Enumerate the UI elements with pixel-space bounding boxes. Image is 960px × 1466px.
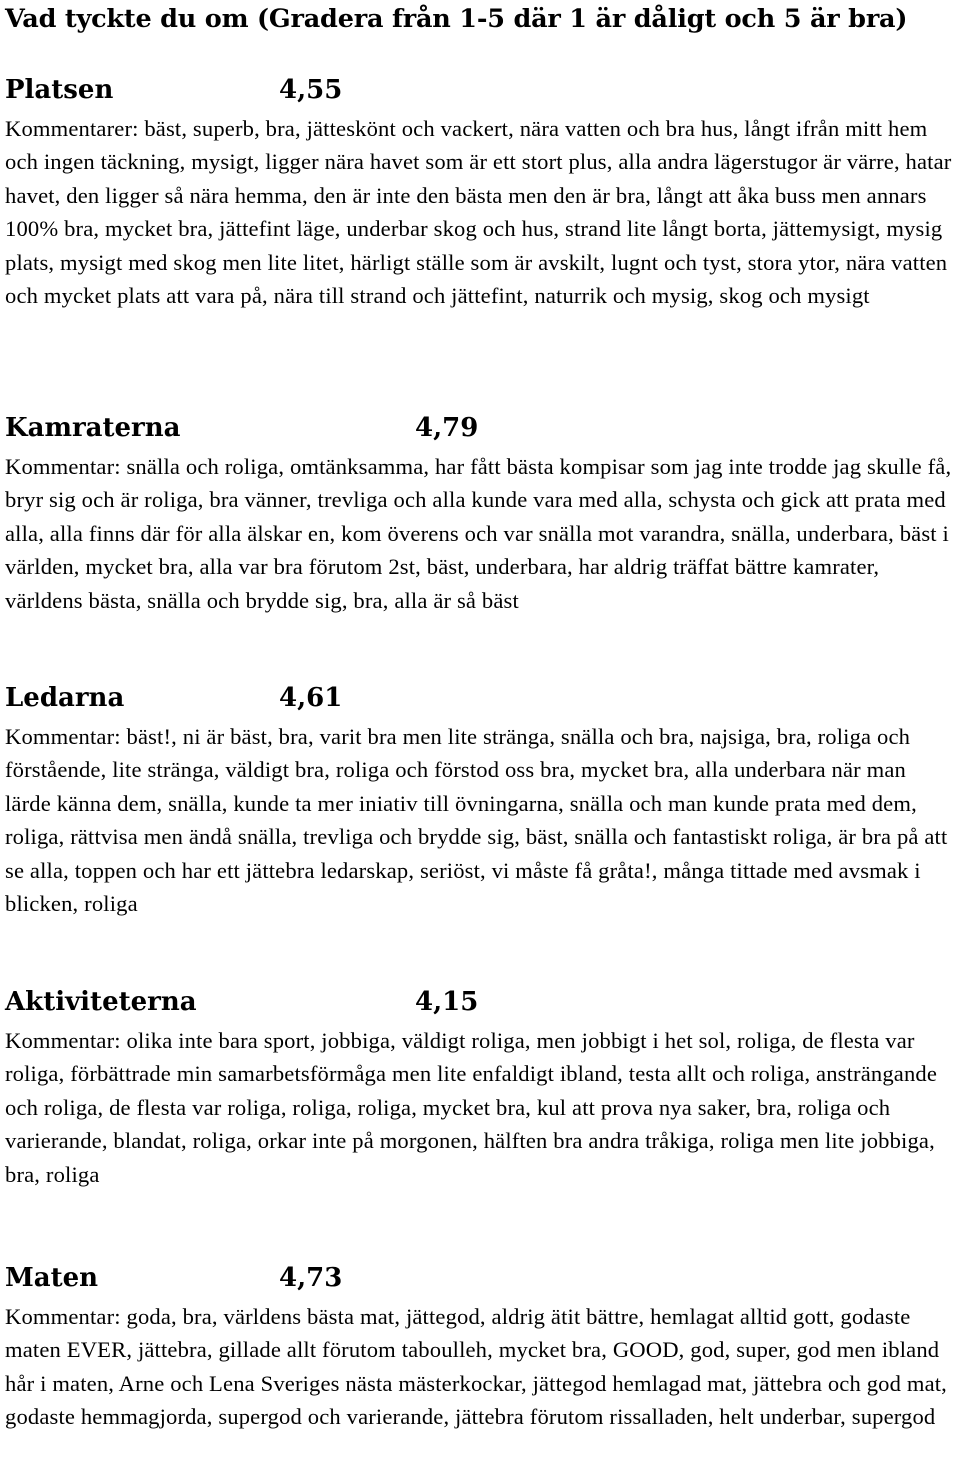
section-comment: Kommentar: bäst!, ni är bäst, bra, varit bra men lite stränga, snälla och bra, najsiga, bra, roliga och förstående, lite stränga, väldigt bra, roliga och förstod oss bra, mycket bra, alla underbara när man lärde känna dem, snälla, kunde ta mer iniativ till övningarna, snälla och man kunde prata med dem, roliga, rättvisa men ändå snälla, trevliga och brydde sig, bäst, snälla och fantastiskt roliga, är bra på att se alla, toppen och har ett jättebra ledarskap, seriöst, vi måste få gråta!, många tittade med avsmak i blicken, roliga bbox=[5, 724, 948, 917]
section-header bbox=[5, 68, 957, 112]
section-score: 4,61 bbox=[279, 683, 343, 713]
section-platsen bbox=[5, 68, 957, 312]
section-label: Ledarna bbox=[5, 683, 125, 713]
section-score: 4,73 bbox=[279, 1263, 343, 1293]
section-aktiviteterna bbox=[5, 980, 957, 1191]
section-comment: Kommentarer: bäst, superb, bra, jätteskönt och vackert, nära vatten och bra hus, långt ifrån mitt hem och ingen täckning, mysigt, ligger nära havet som är ett stort plus, alla andra lägerstugor är värre, hatar havet, den ligger så nära hemma, den är inte den bästa men den är bra, långt att åka buss men annars 100% bra, mycket bra, jättefint läge, underbar skog och hus, strand lite långt borta, jättemysigt, mysig plats, mysigt med skog men lite litet, härligt ställe som är avskilt, lugnt och tyst, stora ytor, nära vatten och mycket plats att vara på, nära till strand och jättefint, naturrik och mysig, skog och mysigt bbox=[5, 116, 952, 309]
section-label: Aktiviteterna bbox=[5, 987, 197, 1017]
section-comment: Kommentar: snälla och roliga, omtänksamma, har fått bästa kompisar som jag inte trodde jag skulle få, bryr sig och är roliga, bra vänner, trevliga och alla kunde vara med alla, schysta och gick att prata med alla, alla finns där för alla älskar en, kom överens och var snälla mot varandra, snälla, underbara, bäst i världen, mycket bra, alla var bra förutom 2st, bäst, underbara, har aldrig träffat bättre kamrater, världens bästa, snälla och brydde sig, bra, alla är så bäst bbox=[5, 454, 952, 613]
page-title: Vad tyckte du om (Gradera från 1-5 där 1 är dåligt och 5 är bra) bbox=[5, 4, 908, 34]
section-score: 4,15 bbox=[415, 987, 479, 1017]
section-label: Kamraterna bbox=[5, 413, 181, 443]
section-kamraterna bbox=[5, 406, 957, 617]
section-header bbox=[5, 406, 957, 450]
section-ledarna bbox=[5, 676, 957, 920]
section-comment: Kommentar: goda, bra, världens bästa mat, jättegod, aldrig ätit bättre, hemlagat alltid gott, godaste maten EVER, jättebra, gillade allt förutom taboulleh, mycket bra, GOOD, god, super, god men ibland hår i maten, Arne och Lena Sveriges nästa mästerkockar, jättegod hemlagad mat, jättebra och god mat, godaste hemmagjorda, supergod och varierande, jättebra förutom rissalladen, helt underbar, supergod bbox=[5, 1304, 947, 1430]
section-header bbox=[5, 980, 957, 1024]
section-comment: Kommentar: olika inte bara sport, jobbiga, väldigt roliga, men jobbigt i het sol, roliga, de flesta var roliga, förbättrade min samarbetsförmåga men lite enfaldigt ibland, testa allt och roliga, ansträngande och roliga, de flesta var roliga, roliga, roliga, mycket bra, kul att prova nya saker, bra, roliga och varierande, blandat, roliga, orkar inte på morgonen, hälften bra andra tråkiga, roliga men lite jobbiga, bra, roliga bbox=[5, 1028, 938, 1187]
section-score: 4,79 bbox=[415, 413, 479, 443]
section-header bbox=[5, 1256, 957, 1300]
section-label: Platsen bbox=[5, 75, 114, 105]
section-score: 4,55 bbox=[279, 75, 343, 105]
section-label: Maten bbox=[5, 1263, 99, 1293]
section-maten bbox=[5, 1256, 957, 1434]
section-header bbox=[5, 676, 957, 720]
